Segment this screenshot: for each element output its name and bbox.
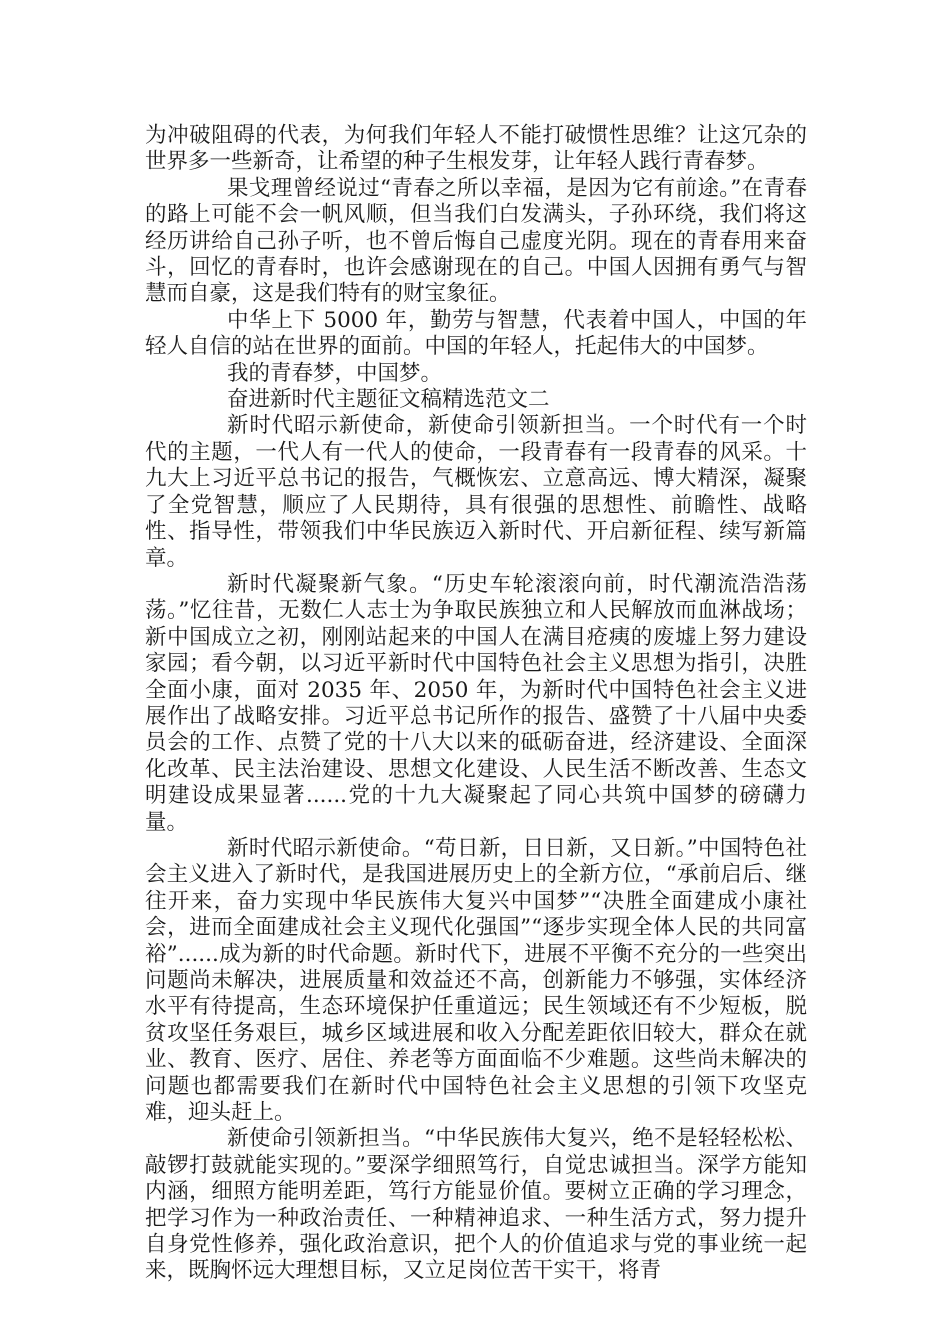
paragraph: 新时代昭示新使命。“苟日新，日日新，又日新。”中国特色社会主义进入了新时代，是我国进展历史上的全新方位，“承前启后、继往开来，奋力实现中华民族伟大复兴中国梦”“决胜全面建成小康社会，进而全面建成社会主义现代化强国”“逐步实现全体人民的共同富裕”......成为新的时代命题。新时代下，进展不平衡不充分的一些突出问题尚未解决，进展质量和效益还不高，创新能力不够强，实体经济水平有待提高，生态环境保护任重道远；民生领域还有不少短板，脱贫攻坚任务艰巨，城乡区域进展和收入分配差距依旧较大，群众在就业、教育、医疗、居住、养老等方面面临不少难题。这些尚未解决的问题也都需要我们在新时代中国特色社会主义思想的引领下攻坚克难，迎头赶上。 xyxy=(145,835,807,1126)
paragraph: 为冲破阻碍的代表，为何我们年轻人不能打破惯性思维？让这冗杂的世界多一些新奇，让希望的种子生根发芽，让年轻人践行青春梦。 xyxy=(145,123,807,175)
paragraph: 新时代昭示新使命，新使命引领新担当。一个时代有一个时代的主题，一代人有一代人的使命，一段青春有一段青春的风采。十九大上习近平总书记的报告，气概恢宏、立意高远、博大精深，凝聚了全党智慧，顺应了人民期待，具有很强的思想性、前瞻性、战略性、指导性，带领我们中华民族迈入新时代、开启新征程、续写新篇章。 xyxy=(145,413,807,571)
paragraph: 新使命引领新担当。“中华民族伟大复兴，绝不是轻轻松松、敲锣打鼓就能实现的。”要深学细照笃行，自觉忠诚担当。深学方能知内涵，细照方能明差距，笃行方能显价值。要树立正确的学习理念，把学习作为一种政治责任、一种精神追求、一种生活方式，努力提升自身党性修养，强化政治意识，把个人的价值追求与党的事业统一起来，既胸怀远大理想目标，又立足岗位苦干实干，将青 xyxy=(145,1126,807,1284)
section-heading: 奋进新时代主题征文稿精选范文二 xyxy=(227,387,550,413)
paragraph: 我的青春梦，中国梦。 xyxy=(227,360,443,386)
paragraph: 中华上下 5000 年，勤劳与智慧，代表着中国人，中国的年轻人自信的站在世界的面前。中国的年轻人，托起伟大的中国梦。 xyxy=(145,307,807,360)
document-body xyxy=(145,123,807,1285)
paragraph: 果戈理曾经说过“青春之所以幸福，是因为它有前途。”在青春的路上可能不会一帆风顺，但当我们白发满头，子孙环绕，我们将这经历讲给自己孙子听，也不曾后悔自己虚度光阴。现在的青春用来奋斗，回忆的青春时，也许会感谢现在的自己。中国人因拥有勇气与智慧而自豪，这是我们特有的财宝象征。 xyxy=(145,175,807,307)
paragraph: 新时代凝聚新气象。“历史车轮滚滚向前，时代潮流浩浩荡荡。”忆往昔，无数仁人志士为争取民族独立和人民解放而血淋战场；新中国成立之初，刚刚站起来的中国人在满目疮痍的废墟上努力建设家园；看今朝，以习近平新时代中国特色社会主义思想为指引，决胜全面小康，面对 2035 年、2050 年，为新时代中国特色社会主义进展作出了战略安排。习近平总书记所作的报告、盛赞了十八届中央委员会的工作、点赞了党的十八大以来的砥砺奋进，经济建设、全面深化改革、民主法治建设、思想文化建设、人民生活不断改善、生态文明建设成果显著......党的十九大凝聚起了同心共筑中国梦的磅礴力量。 xyxy=(145,571,807,835)
